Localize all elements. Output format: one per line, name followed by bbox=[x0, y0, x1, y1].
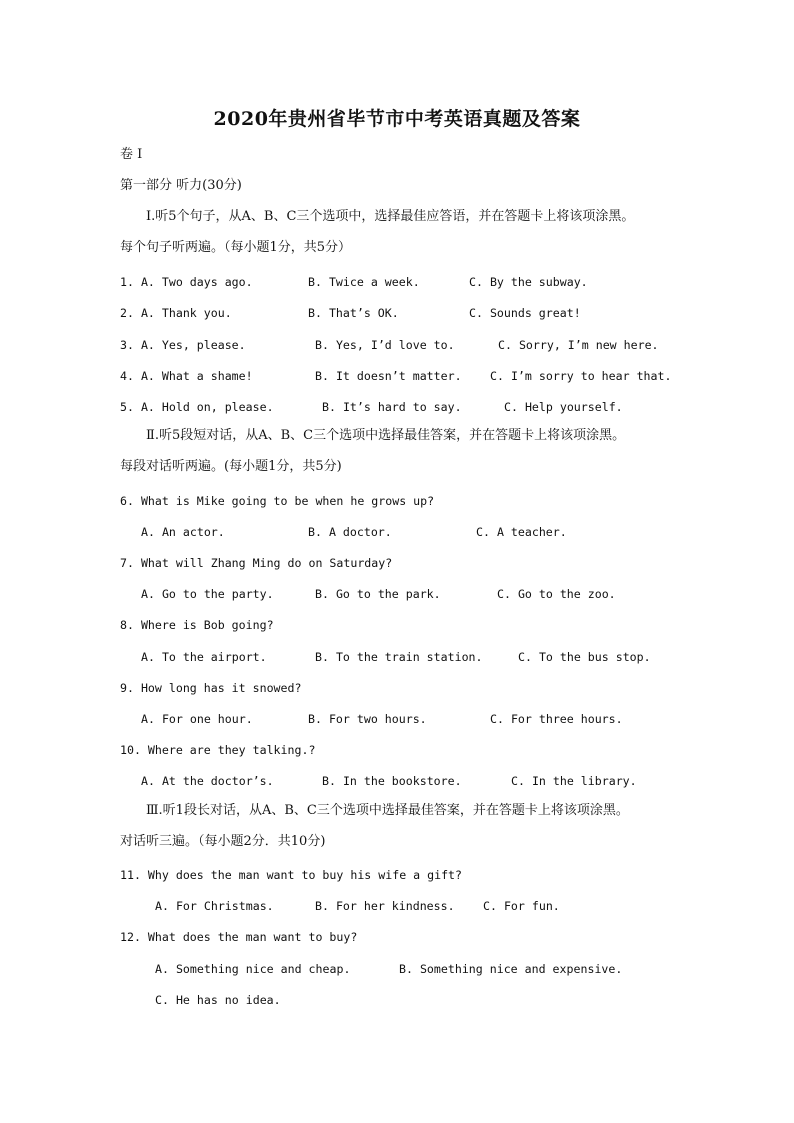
q3-option-b: B. Yes, I’d love to. bbox=[315, 338, 455, 352]
q6-option-b: B. A doctor. bbox=[308, 525, 392, 539]
q12-option-c: C. He has no idea. bbox=[155, 993, 281, 1007]
q5-option-c: C. Help yourself. bbox=[504, 400, 623, 414]
q11-option-b: B. For her kindness. bbox=[315, 899, 455, 913]
question-12: 12. What does the man want to buy? bbox=[120, 930, 358, 944]
q10-option-c: C. In the library. bbox=[511, 774, 637, 788]
question-6: 6. What is Mike going to be when he grows up? bbox=[120, 494, 435, 508]
q3-option-c: C. Sorry, I’m new here. bbox=[498, 338, 659, 352]
page-title: 2020年贵州省毕节市中考英语真题及答案 bbox=[213, 108, 581, 130]
q11-option-c: C. For fun. bbox=[483, 899, 560, 913]
section2-instruction-line2: 每段对话听两遍。(每小题1分，共5分) bbox=[120, 459, 342, 474]
q7-option-c: C. Go to the zoo. bbox=[497, 587, 616, 601]
q4-option-a: 4. A. What a shame! bbox=[120, 369, 253, 383]
question-7: 7. What will Zhang Ming do on Saturday? bbox=[120, 556, 393, 570]
q5-option-a: 5. A. Hold on, please. bbox=[120, 400, 274, 414]
section3-instruction-line2: 对话听三遍。（每小题2分．共10分) bbox=[120, 834, 326, 849]
q9-option-a: A. For one hour. bbox=[141, 712, 253, 726]
q8-option-c: C. To the bus stop. bbox=[518, 650, 651, 664]
q9-option-b: B. For two hours. bbox=[308, 712, 427, 726]
q4-option-b: B. It doesn’t matter. bbox=[315, 369, 462, 383]
question-9: 9. How long has it snowed? bbox=[120, 681, 302, 695]
q6-option-c: C. A teacher. bbox=[476, 525, 567, 539]
q1-option-b: B. Twice a week. bbox=[308, 275, 420, 289]
q11-option-a: A. For Christmas. bbox=[155, 899, 274, 913]
q9-option-c: C. For three hours. bbox=[490, 712, 623, 726]
q12-option-a: A. Something nice and cheap. bbox=[155, 962, 351, 976]
q10-option-a: A. At the doctor’s. bbox=[141, 774, 274, 788]
q2-option-a: 2. A. Thank you. bbox=[120, 306, 232, 320]
section1-instruction-line1: Ⅰ.听5个句子，从A、B、C三个选项中，选择最佳应答语，并在答题卡上将该项涂黑。 bbox=[146, 209, 635, 224]
q2-option-c: C. Sounds great! bbox=[469, 306, 581, 320]
part1-heading: 第一部分 听力(30分) bbox=[120, 178, 242, 193]
q7-option-b: B. Go to the park. bbox=[315, 587, 441, 601]
question-10: 10. Where are they talking.? bbox=[120, 743, 316, 757]
q2-option-b: B. That’s OK. bbox=[308, 306, 399, 320]
q3-option-a: 3. A. Yes, please. bbox=[120, 338, 246, 352]
q7-option-a: A. Go to the party. bbox=[141, 587, 274, 601]
q8-option-b: B. To the train station. bbox=[315, 650, 483, 664]
q5-option-b: B. It’s hard to say. bbox=[322, 400, 462, 414]
volume-label: 卷 Ⅰ bbox=[120, 147, 143, 162]
question-8: 8. Where is Bob going? bbox=[120, 618, 274, 632]
q4-option-c: C. I’m sorry to hear that. bbox=[490, 369, 672, 383]
q6-option-a: A. An actor. bbox=[141, 525, 225, 539]
question-11: 11. Why does the man want to buy his wife a gift? bbox=[120, 868, 463, 882]
q8-option-a: A. To the airport. bbox=[141, 650, 267, 664]
section2-instruction-line1: Ⅱ.听5段短对话，从A、B、C三个选项中选择最佳答案，并在答题卡上将该项涂黑。 bbox=[146, 428, 626, 443]
section1-instruction-line2: 每个句子听两遍。（每小题1分，共5分） bbox=[120, 240, 352, 255]
q10-option-b: B. In the bookstore. bbox=[322, 774, 462, 788]
section3-instruction-line1: Ⅲ.听1段长对话，从A、B、C三个选项中选择最佳答案，并在答题卡上将该项涂黑。 bbox=[146, 803, 629, 818]
q1-option-c: C. By the subway. bbox=[469, 275, 588, 289]
q1-option-a: 1. A. Two days ago. bbox=[120, 275, 253, 289]
q12-option-b: B. Something nice and expensive. bbox=[399, 962, 623, 976]
